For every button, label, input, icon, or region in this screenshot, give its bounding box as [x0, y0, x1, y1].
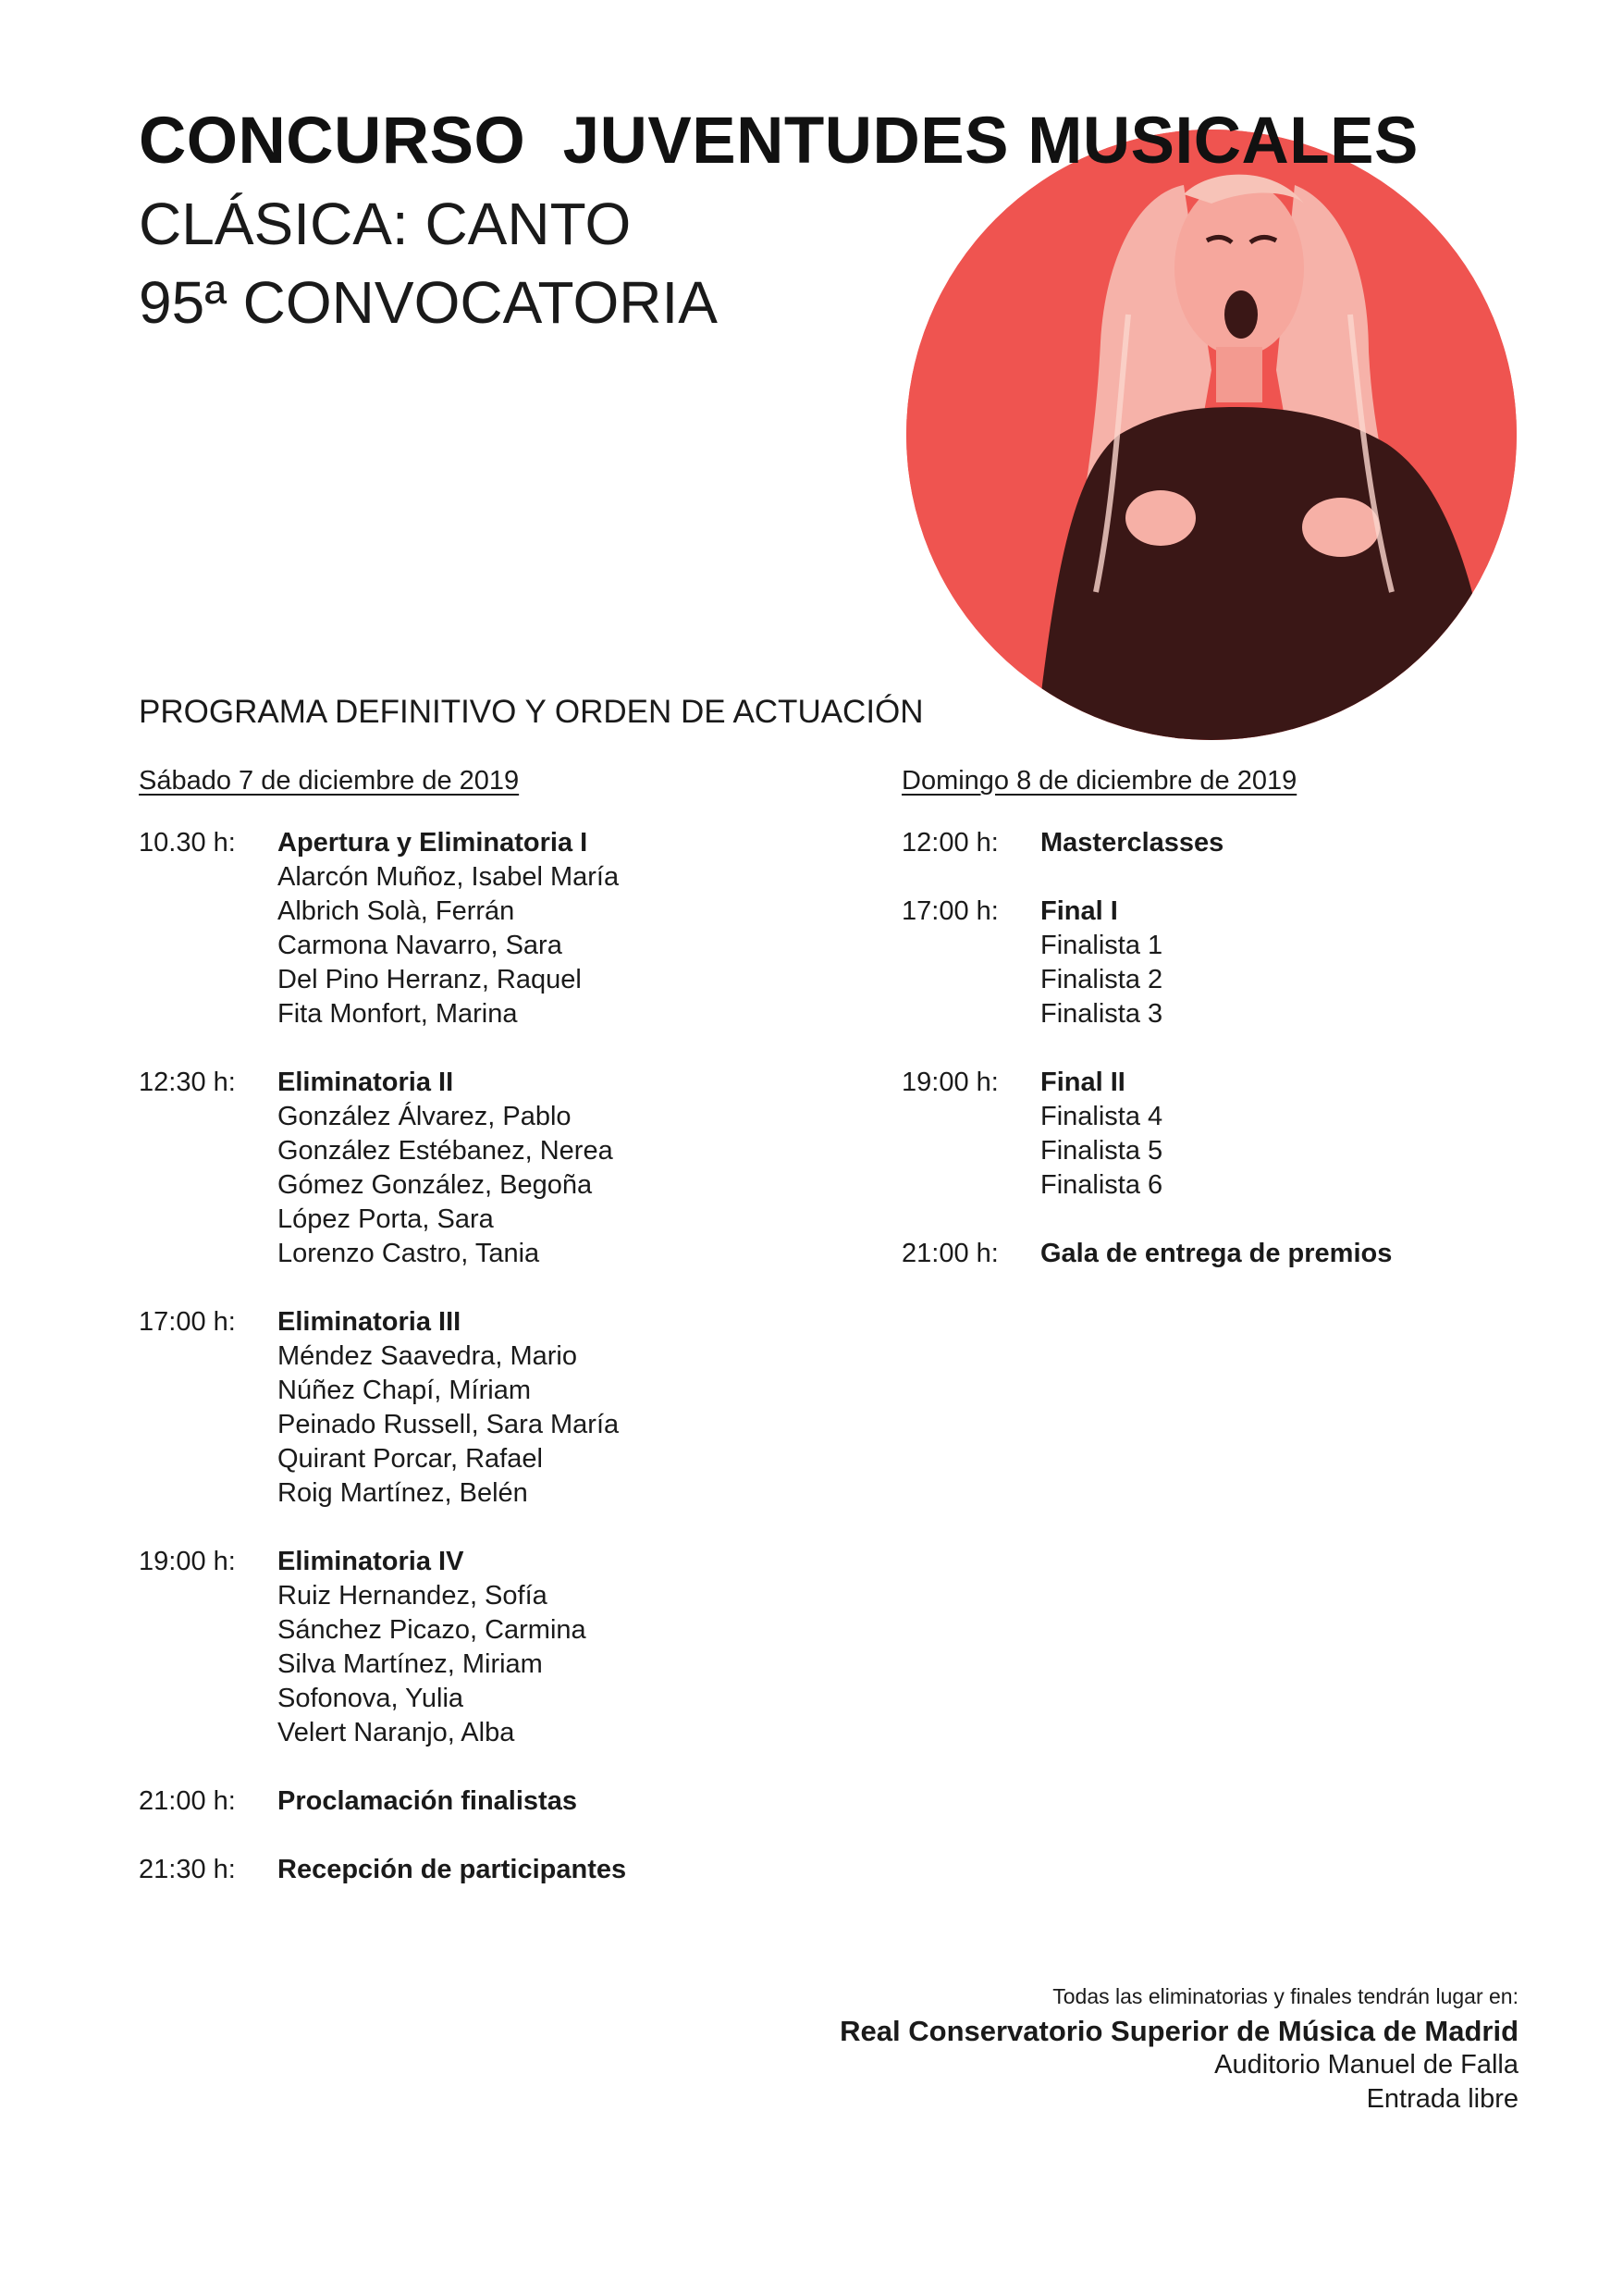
participant-name: López Porta, Sara [277, 1204, 494, 1234]
slot-time: 19:00 h: [902, 1068, 999, 1097]
venue-hall: Auditorio Manuel de Falla [1214, 2050, 1518, 2080]
schedule-slot [902, 1066, 1392, 1203]
schedule-slot [902, 826, 1392, 860]
page-title: CONCURSO JUVENTUDES MUSICALES [139, 105, 1419, 178]
singer-photo [906, 130, 1517, 740]
venue-name: Real Conservatorio Superior de Música de Madrid [840, 2015, 1518, 2047]
slot-title: Final II [1040, 1068, 1125, 1097]
schedule-slot [139, 1545, 626, 1750]
schedule-slot [902, 1237, 1392, 1271]
schedule-slot [139, 826, 626, 1031]
participant-name: Quirant Porcar, Rafael [277, 1444, 543, 1474]
slot-time: 12:30 h: [139, 1068, 236, 1097]
day-heading: Sábado 7 de diciembre de 2019 [139, 766, 520, 796]
slot-time: 21:00 h: [902, 1239, 999, 1268]
program-heading: PROGRAMA DEFINITIVO Y ORDEN DE ACTUACIÓN [139, 694, 924, 730]
participant-name: Fita Monfort, Marina [277, 999, 518, 1029]
participant-name: Sánchez Picazo, Carmina [277, 1615, 586, 1645]
finalist-name: Finalista 1 [1040, 931, 1163, 960]
venue-footer [840, 1980, 1518, 2117]
finalist-name: Finalista 5 [1040, 1136, 1163, 1166]
participant-name: Núñez Chapí, Míriam [277, 1376, 531, 1405]
participant-name: Gómez González, Begoña [277, 1170, 593, 1200]
schedule-slot [139, 1305, 626, 1511]
schedule-slot [902, 895, 1392, 1031]
participant-name: Silva Martínez, Miriam [277, 1649, 543, 1679]
participant-name: Roig Martínez, Belén [277, 1478, 528, 1508]
schedule-slot [139, 1853, 626, 1887]
slot-time: 19:00 h: [139, 1547, 236, 1576]
category-subtitle: CLÁSICA: CANTO [139, 191, 632, 257]
slot-time: 17:00 h: [139, 1307, 236, 1337]
slot-title: Eliminatoria IV [277, 1547, 464, 1576]
participant-name: Sofonova, Yulia [277, 1684, 464, 1713]
slot-time: 10.30 h: [139, 828, 236, 858]
participant-name: Méndez Saavedra, Mario [277, 1341, 577, 1371]
participant-name: Del Pino Herranz, Raquel [277, 965, 582, 994]
finalist-name: Finalista 2 [1040, 965, 1163, 994]
finalist-name: Finalista 3 [1040, 999, 1163, 1029]
schedule-slot [139, 1066, 626, 1271]
slot-title: Masterclasses [1040, 828, 1224, 858]
day-saturday [139, 766, 626, 1921]
slot-title: Recepción de participantes [277, 1855, 627, 1884]
slot-time: 12:00 h: [902, 828, 999, 858]
day-heading: Domingo 8 de diciembre de 2019 [902, 766, 1297, 796]
slot-time: 21:30 h: [139, 1855, 236, 1884]
slot-time: 21:00 h: [139, 1786, 236, 1816]
slot-title: Eliminatoria III [277, 1307, 461, 1337]
participant-name: González Estébanez, Nerea [277, 1136, 613, 1166]
participant-name: Alarcón Muñoz, Isabel María [277, 862, 620, 892]
participant-name: Lorenzo Castro, Tania [277, 1239, 540, 1268]
slot-title: Gala de entrega de premios [1040, 1239, 1393, 1268]
participant-name: Albrich Solà, Ferrán [277, 896, 515, 926]
participant-name: González Álvarez, Pablo [277, 1102, 572, 1131]
slot-time: 17:00 h: [902, 896, 999, 926]
venue-note: Todas las eliminatorias y finales tendrán lugar en: [1052, 1984, 1518, 2008]
slot-title: Proclamación finalistas [277, 1786, 577, 1816]
entry-info: Entrada libre [1366, 2084, 1518, 2114]
singer-illustration [906, 130, 1517, 740]
day-sunday [902, 766, 1392, 1305]
schedule-slot [139, 1784, 626, 1819]
participant-name: Ruiz Hernandez, Sofía [277, 1581, 547, 1611]
participant-name: Carmona Navarro, Sara [277, 931, 562, 960]
participant-name: Velert Naranjo, Alba [277, 1718, 515, 1747]
slot-title: Final I [1040, 896, 1118, 926]
participant-name: Peinado Russell, Sara María [277, 1410, 620, 1439]
finalist-name: Finalista 4 [1040, 1102, 1163, 1131]
slot-title: Eliminatoria II [277, 1068, 454, 1097]
finalist-name: Finalista 6 [1040, 1170, 1163, 1200]
slot-title: Apertura y Eliminatoria I [277, 828, 588, 858]
edition-subtitle: 95ª CONVOCATORIA [139, 269, 718, 336]
